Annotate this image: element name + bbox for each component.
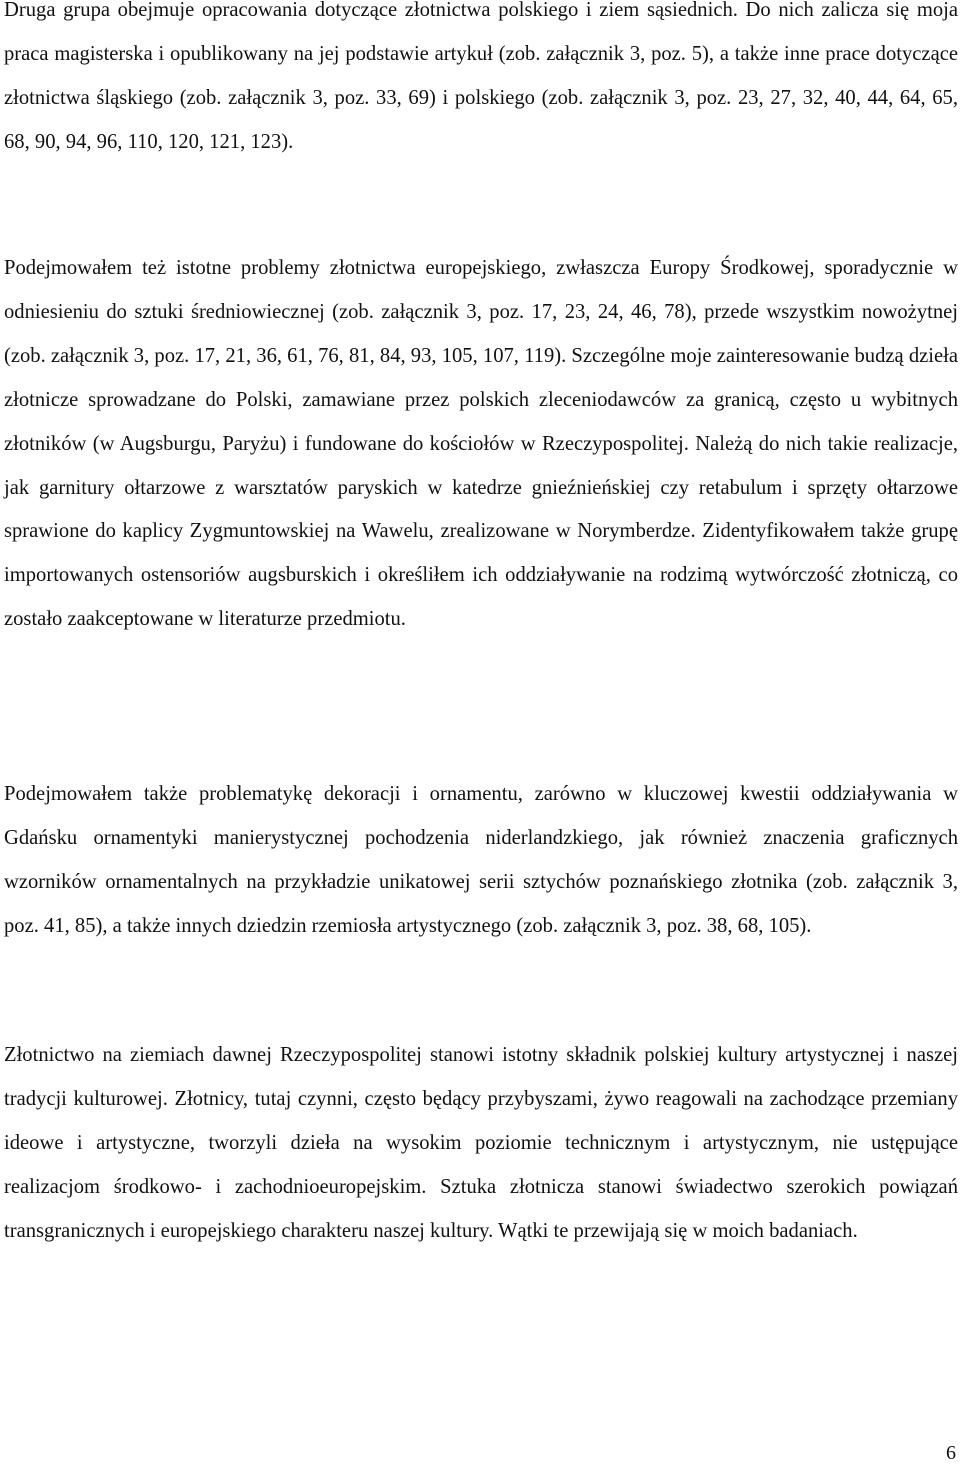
paragraph-polish-goldsmithing: Druga grupa obejmuje opracowania dotyczące złotnictwa polskiego i ziem sąsiednich. Do nich zalicza się moja praca magisterska i opublikowany na jej podstawie artykuł (zob. załącznik 3, poz. 5), a także inne prace dotyczące złotnictwa śląskiego (zob. załącznik 3, poz. 33, 69) i polskiego (zob. załącznik 3, poz. 23, 27, 32, 40, 44, 64, 65, 68, 90, 94, 96, 110, 120, 121, 123). bbox=[4, 0, 958, 153]
paragraph-conclusion: Złotnictwo na ziemiach dawnej Rzeczypospolitej stanowi istotny składnik polskiej kultury artystycznej i naszej tradycji kulturowej. Złotnicy, tutaj czynni, często będący przybyszami, żywo reagowali na zachodzące przemiany ideowe i artystyczne, tworzyli dzieła na wysokim poziomie technicznym i artystycznym, nie ustępujące realizacjom środkowo- i zachodnioeuropejskim. Sztuka złotnicza stanowi świadectwo szerokich powiązań transgranicznych i europejskiego charakteru naszej kultury. Wątki te przewijają się w moich badaniach. bbox=[4, 1044, 958, 1242]
paragraph-ornament-decoration: Podejmowałem także problematykę dekoracji i ornamentu, zarówno w kluczowej kwestii oddziaływania w Gdańsku ornamentyki manierystycznej pochodzenia niderlandzkiego, jak również znaczenia graficznych wzorników ornamentalnych na przykładzie unikatowej serii sztychów poznańskiego złotnika (zob. załącznik 3, poz. 41, 85), a także innych dziedzin rzemiosła artystycznego (zob. załącznik 3, poz. 38, 68, 105). bbox=[4, 783, 958, 937]
paragraph-european-goldsmithing: Podejmowałem też istotne problemy złotnictwa europejskiego, zwłaszcza Europy Środkowej, sporadycznie w odniesieniu do sztuki średniowiecznej (zob. załącznik 3, poz. 17, 23, 24, 46, 78), przede wszystkim nowożytnej (zob. załącznik 3, poz. 17, 21, 36, 61, 76, 81, 84, 93, 105, 107, 119). Szczególne moje zainteresowanie budzą dzieła złotnicze sprowadzane do Polski, zamawiane przez polskich zleceniodawców za granicą, często u wybitnych złotników (w Augsburgu, Paryżu) i fundowane do kościołów w Rzeczypospolitej. Należą do nich takie realizacje, jak garnitury ołtarzowe z warsztatów paryskich w katedrze gnieźnieńskiej czy retabulum i sprzęty ołtarzowe sprawione do kaplicy Zygmuntowskiej na Wawelu, zrealizowane w Norymberdze. Zidentyfikowałem także grupę importowanych ostensoriów augsburskich i określiłem ich oddziaływanie na rodzimą wytwórczość złotniczą, co zostało zaakceptowane w literaturze przedmiotu. bbox=[4, 257, 958, 631]
page-number: 6 bbox=[946, 1442, 956, 1464]
